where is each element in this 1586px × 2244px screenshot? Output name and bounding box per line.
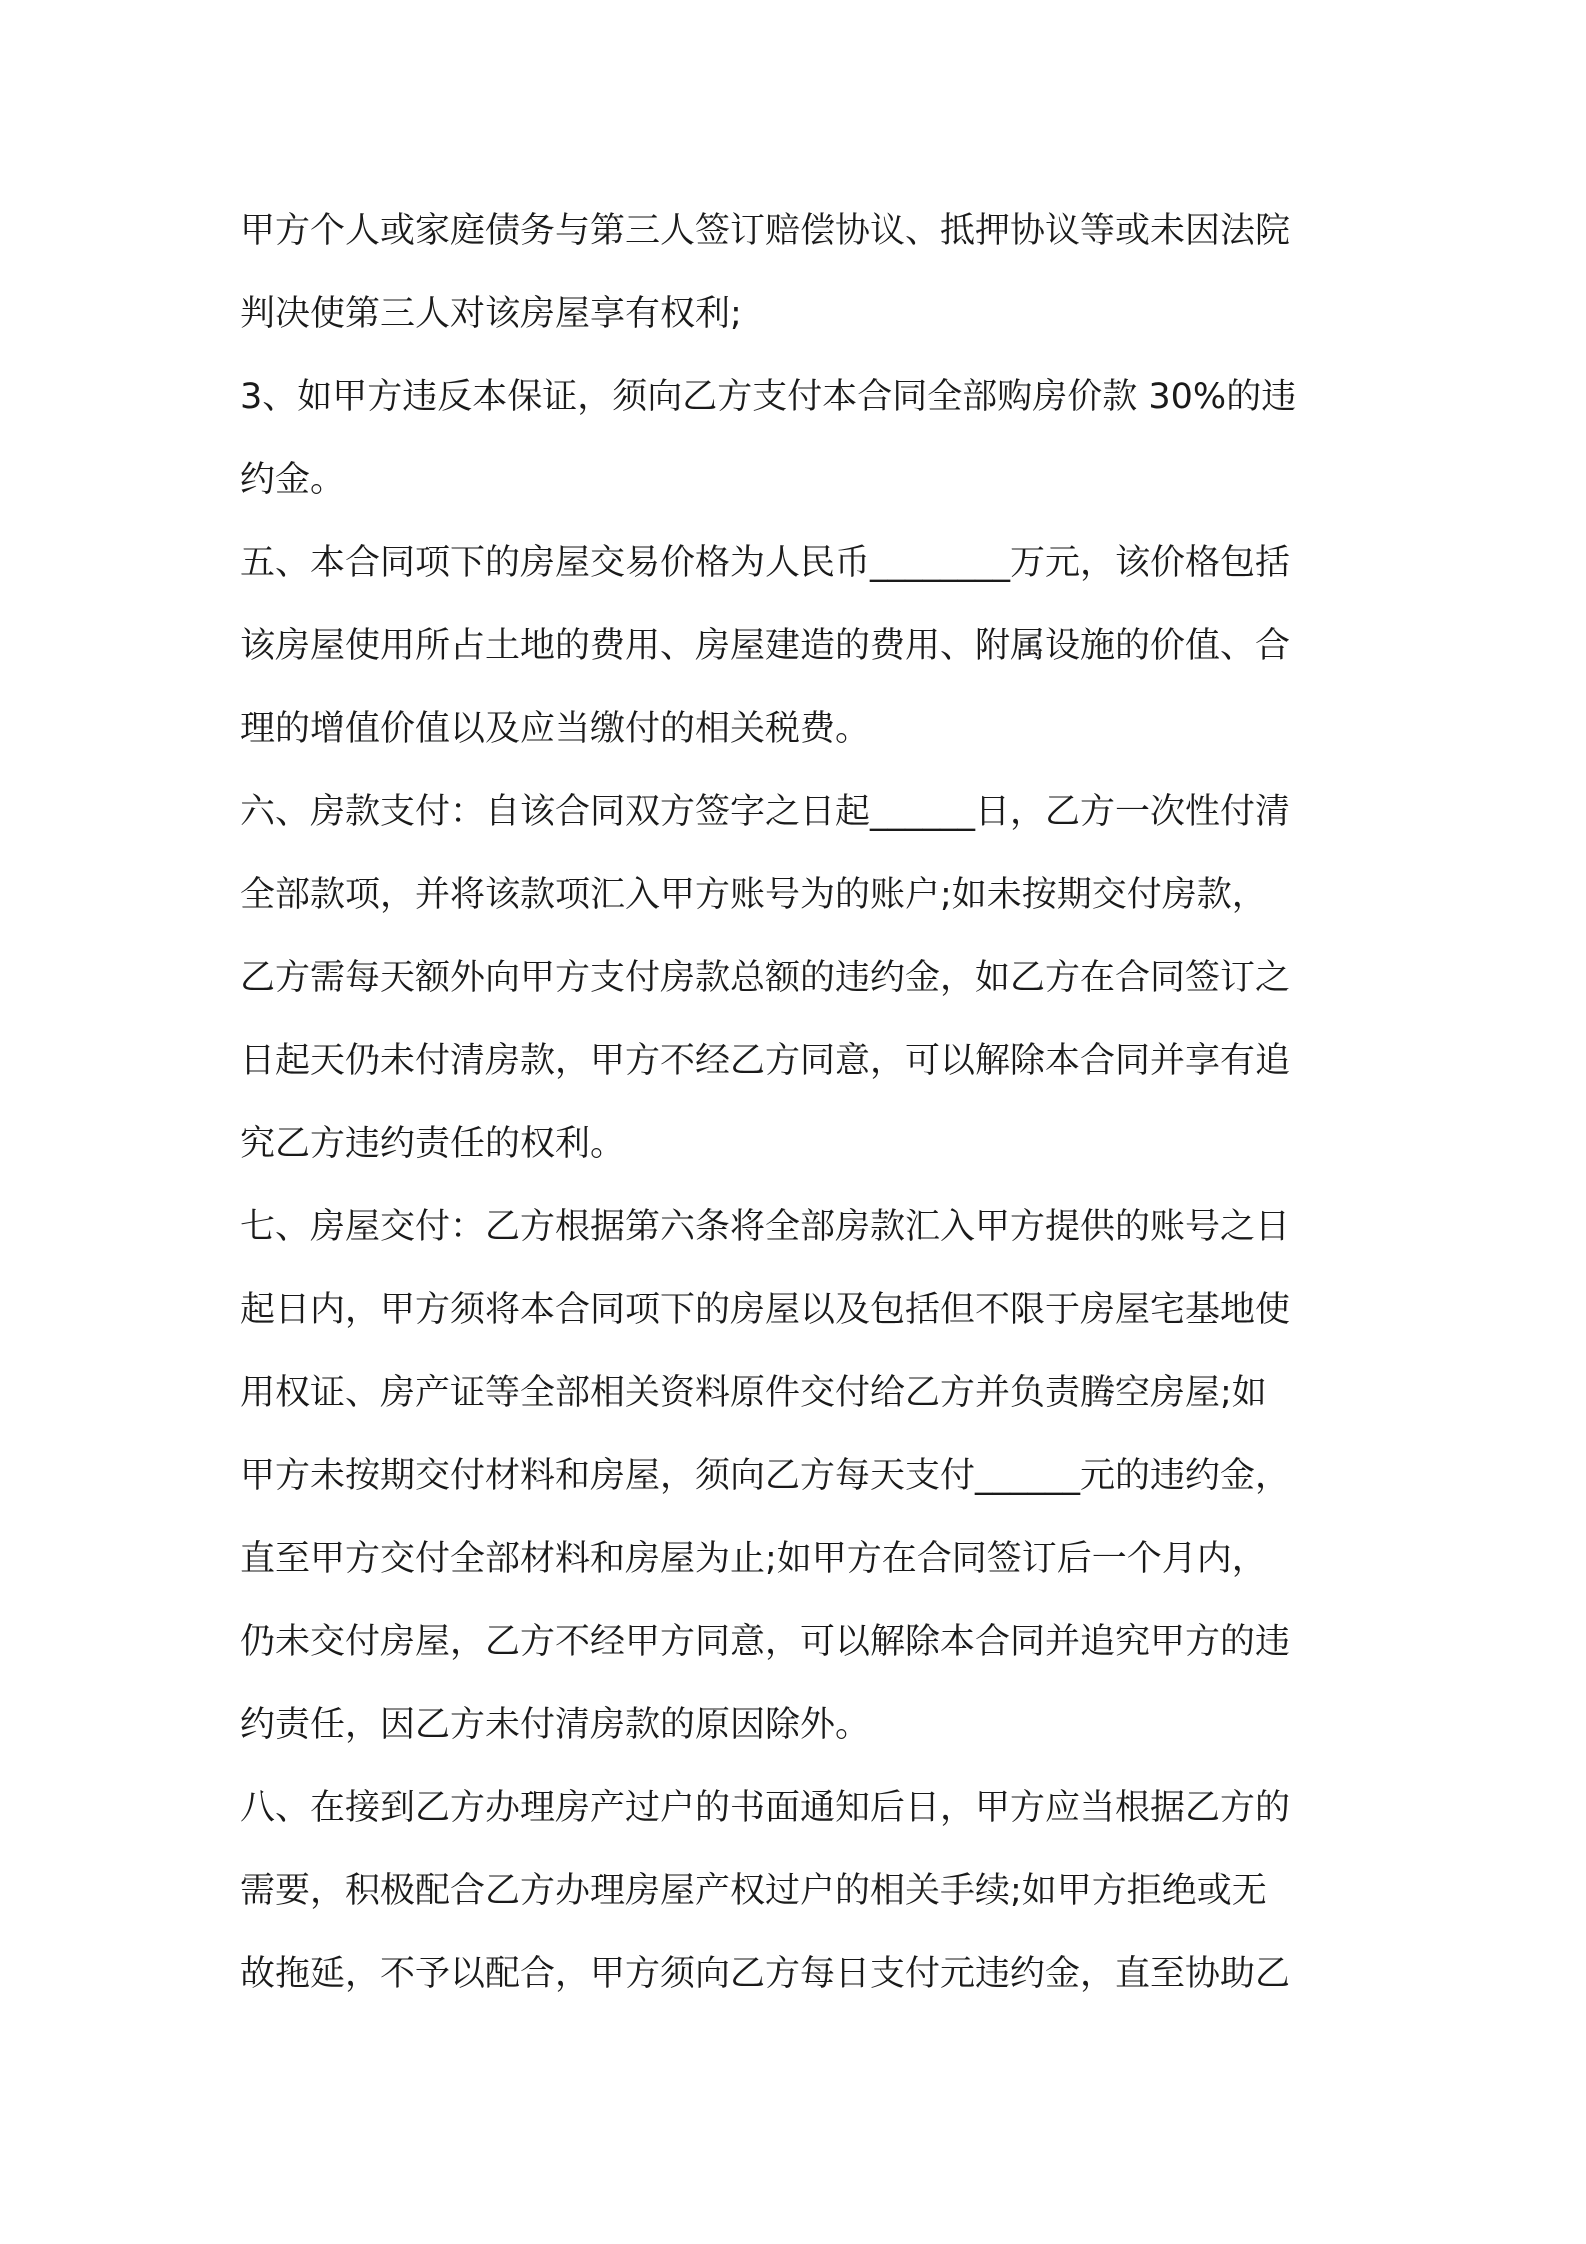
- text-line: 日起天仍未付清房款，甲方不经乙方同意，可以解除本合同并享有追: [240, 1041, 1291, 1081]
- text-line: 起日内，甲方须将本合同项下的房屋以及包括但不限于房屋宅基地使: [240, 1290, 1291, 1330]
- text-line: 理的增值价值以及应当缴付的相关税费。: [240, 709, 871, 749]
- text-line: 该房屋使用所占土地的费用、房屋建造的费用、附属设施的价值、合: [240, 626, 1291, 666]
- text-line: 究乙方违约责任的权利。: [240, 1124, 626, 1164]
- text-line: 判决使第三人对该房屋享有权利;: [240, 294, 742, 334]
- text-line: 七、房屋交付：乙方根据第六条将全部房款汇入甲方提供的账号之日: [240, 1207, 1291, 1247]
- text-line: 约责任，因乙方未付清房款的原因除外。: [240, 1705, 871, 1745]
- text-line: 乙方需每天额外向甲方支付房款总额的违约金，如乙方在合同签订之: [240, 958, 1291, 998]
- text-line: 故拖延，不予以配合，甲方须向乙方每日支付元违约金，直至协助乙: [240, 1954, 1291, 1994]
- contract-text: [240, 190, 1360, 2016]
- text-line: 甲方未按期交付材料和房屋，须向乙方每天支付______元的违约金，: [240, 1456, 1291, 1496]
- text-line: 甲方个人或家庭债务与第三人签订赔偿协议、抵押协议等或未因法院: [240, 211, 1291, 251]
- text-line: 八、在接到乙方办理房产过户的书面通知后日，甲方应当根据乙方的: [240, 1788, 1291, 1828]
- text-line: 五、本合同项下的房屋交易价格为人民币________万元，该价格包括: [240, 543, 1291, 583]
- text-line: 3、如甲方违反本保证，须向乙方支付本合同全部购房价款 30%的违: [240, 377, 1297, 417]
- text-line: 约金。: [240, 460, 346, 500]
- text-line: 全部款项，并将该款项汇入甲方账号为的账户;如未按期交付房款，: [240, 875, 1267, 915]
- text-line: 需要，积极配合乙方办理房屋产权过户的相关手续;如甲方拒绝或无: [240, 1871, 1267, 1911]
- text-line: 六、房款支付：自该合同双方签字之日起______日，乙方一次性付清: [240, 792, 1291, 832]
- text-line: 直至甲方交付全部材料和房屋为止;如甲方在合同签订后一个月内，: [240, 1539, 1267, 1579]
- text-line: 仍未交付房屋，乙方不经甲方同意，可以解除本合同并追究甲方的违: [240, 1622, 1291, 1662]
- text-line: 用权证、房产证等全部相关资料原件交付给乙方并负责腾空房屋;如: [240, 1373, 1267, 1413]
